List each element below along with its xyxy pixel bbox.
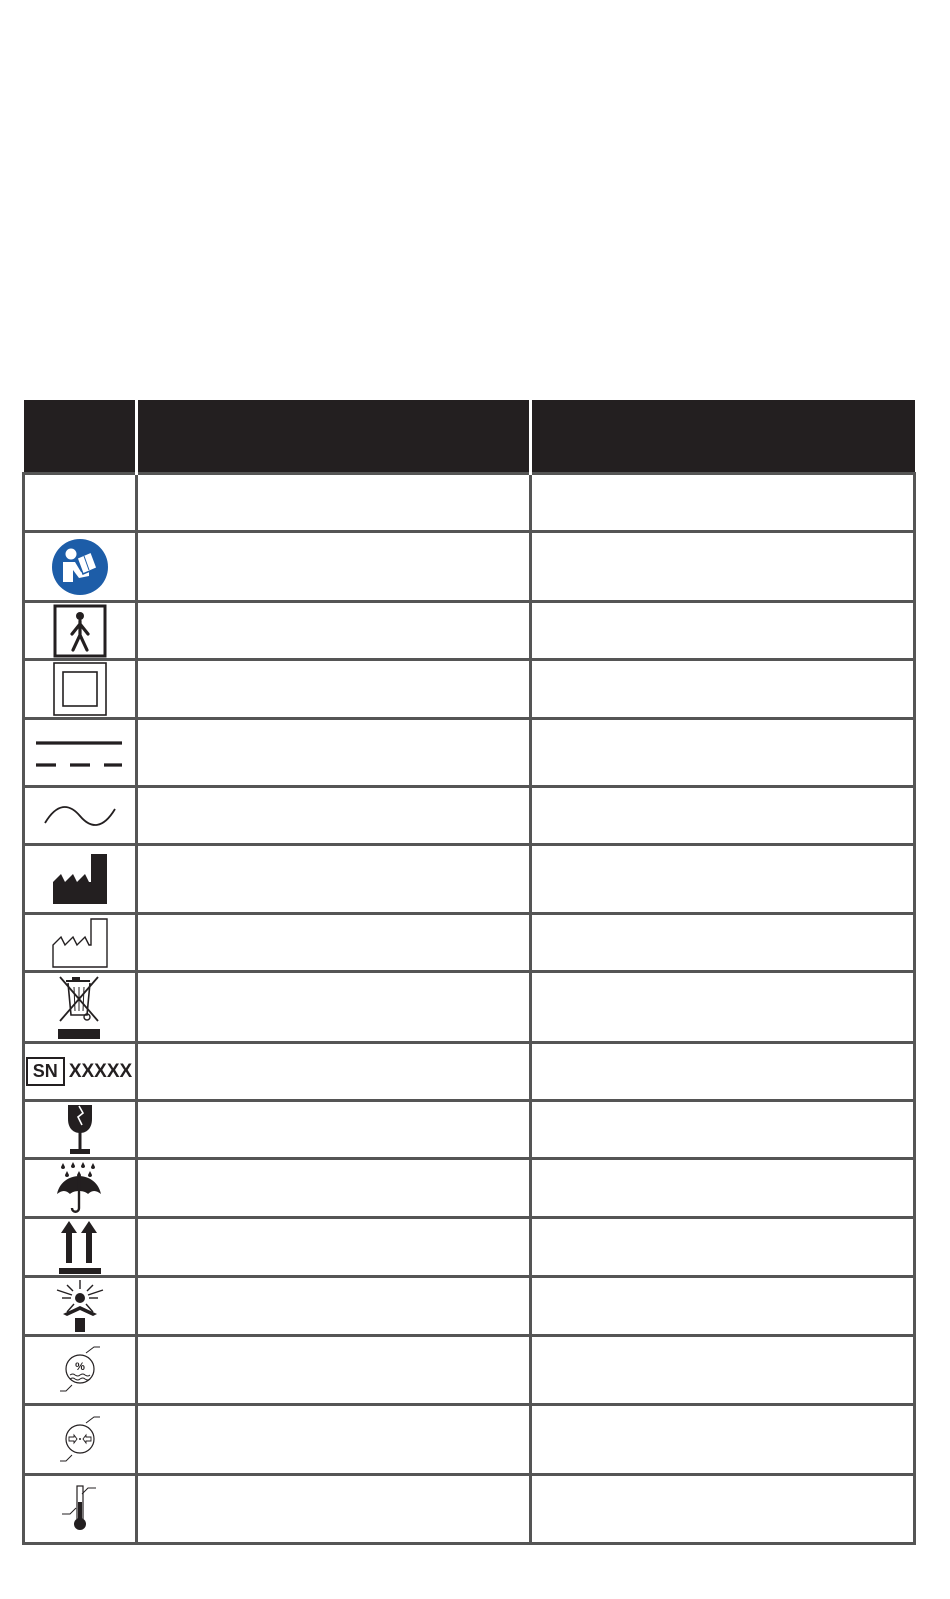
title-cell: [137, 532, 531, 602]
table-row: [24, 532, 915, 602]
title-cell: [137, 1405, 531, 1475]
description-cell: [531, 532, 915, 602]
symbol-cell: [24, 1218, 137, 1277]
symbol-cell: [24, 1405, 137, 1475]
description-cell: [531, 1218, 915, 1277]
title-cell: [137, 1336, 531, 1405]
read-instructions-icon: [51, 538, 109, 596]
title-cell: [137, 787, 531, 845]
table-row: [24, 1405, 915, 1475]
serial-number-icon: SN: [26, 1057, 65, 1086]
symbol-cell: [24, 719, 137, 787]
table-row: [24, 914, 915, 972]
table-row: [24, 1218, 915, 1277]
table-row: [24, 787, 915, 845]
header-description: [531, 400, 915, 474]
description-cell: [531, 602, 915, 660]
title-cell: [137, 914, 531, 972]
type-bf-applied-part-icon: [53, 604, 107, 658]
symbols-table: [22, 400, 916, 1545]
fragile-icon: [62, 1103, 98, 1157]
table-row: [24, 1101, 915, 1159]
description-cell: [531, 1101, 915, 1159]
symbol-cell: [24, 1277, 137, 1336]
header-symbol: [24, 400, 137, 474]
humidity-percent-glyph: %: [75, 1361, 85, 1373]
table-row: [24, 1336, 915, 1405]
manufacturer-icon: [51, 852, 109, 906]
symbol-cell: [24, 660, 137, 719]
symbol-cell: [24, 914, 137, 972]
title-cell: [137, 1475, 531, 1544]
table-row: [24, 719, 915, 787]
description-cell: [531, 1159, 915, 1218]
title-cell: [137, 602, 531, 660]
keep-away-from-sunlight-icon: [53, 1278, 107, 1334]
description-cell: [531, 914, 915, 972]
description-cell: [531, 1475, 915, 1544]
header-title: [137, 400, 531, 474]
symbol-cell: [24, 787, 137, 845]
symbol-cell: [24, 972, 137, 1043]
table-row: [24, 845, 915, 914]
this-way-up-icon: [58, 1219, 102, 1275]
description-cell: [531, 845, 915, 914]
date-of-manufacture-icon: [51, 917, 109, 969]
temperature-limit-icon: [58, 1484, 102, 1534]
description-cell: [531, 474, 915, 532]
table-row: [24, 474, 915, 532]
description-cell: [531, 972, 915, 1043]
title-cell: [137, 1159, 531, 1218]
title-cell: [137, 1101, 531, 1159]
description-cell: [531, 1336, 915, 1405]
direct-current-icon: [34, 733, 126, 773]
table-row: [24, 972, 915, 1043]
symbol-cell: [24, 1159, 137, 1218]
title-cell: [137, 719, 531, 787]
description-cell: [531, 1277, 915, 1336]
table-row: [24, 1277, 915, 1336]
description-cell: [531, 719, 915, 787]
table-header-row: [24, 400, 915, 474]
humidity-limitation-icon: [58, 1345, 102, 1395]
table-row: [24, 1043, 915, 1101]
symbol-cell: [24, 845, 137, 914]
symbol-cell: [24, 532, 137, 602]
title-cell: [137, 1218, 531, 1277]
symbol-cell: [24, 1475, 137, 1544]
symbol-cell: [24, 1043, 137, 1101]
table-row: [24, 602, 915, 660]
symbol-cell: [24, 1336, 137, 1405]
serial-number-value: XXXXX: [68, 1061, 133, 1082]
title-cell: [137, 845, 531, 914]
symbol-cell: [24, 602, 137, 660]
weee-disposal-icon: [56, 973, 104, 1041]
description-cell: [531, 1043, 915, 1101]
table-row: [24, 1159, 915, 1218]
atmospheric-pressure-limitation-icon: [58, 1415, 102, 1465]
title-cell: [137, 1043, 531, 1101]
description-cell: [531, 1405, 915, 1475]
symbol-cell: [24, 474, 137, 532]
table-row: [24, 1475, 915, 1544]
title-cell: [137, 1277, 531, 1336]
title-cell: [137, 972, 531, 1043]
title-cell: [137, 474, 531, 532]
title-cell: [137, 660, 531, 719]
description-cell: [531, 787, 915, 845]
symbol-cell: [24, 1101, 137, 1159]
alternating-current-icon: [43, 801, 117, 831]
keep-dry-icon: [54, 1160, 106, 1216]
description-cell: [531, 660, 915, 719]
class-ii-double-insulation-icon: [52, 661, 108, 717]
table-row: [24, 660, 915, 719]
